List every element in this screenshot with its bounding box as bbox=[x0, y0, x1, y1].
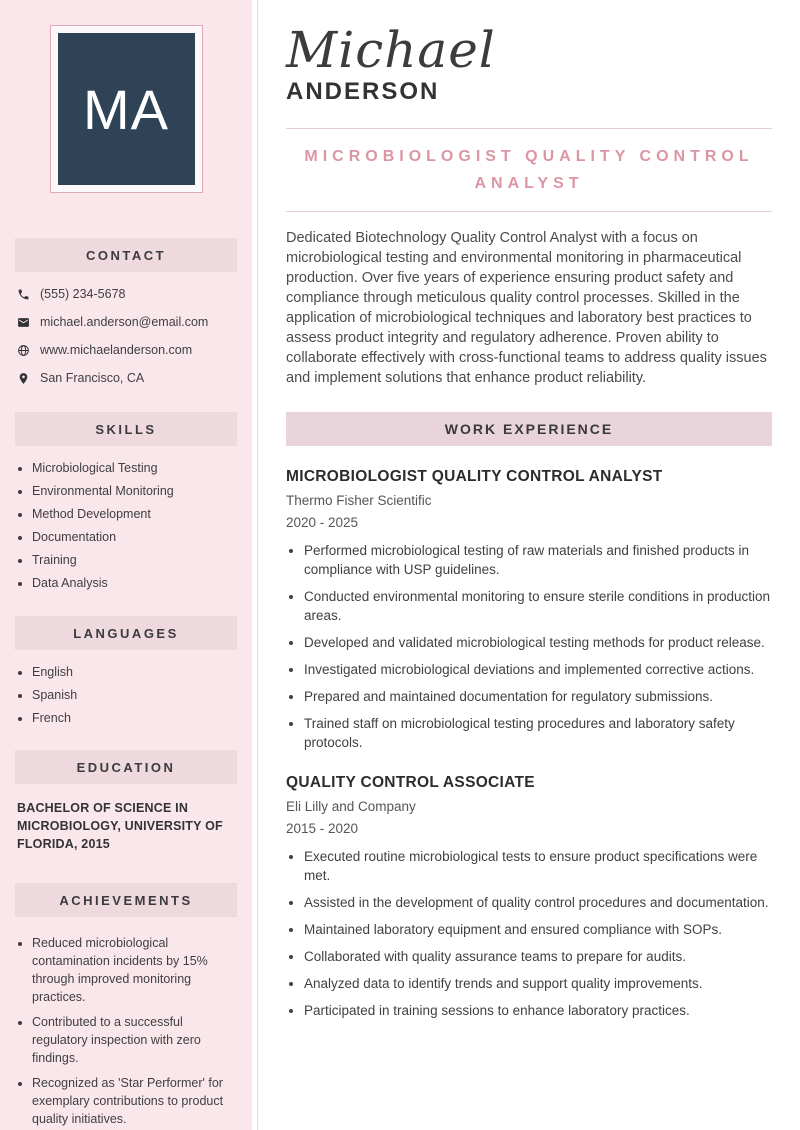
summary-paragraph: Dedicated Biotechnology Quality Control Analyst with a focus on microbiological testing and environmental monitoring in pharmaceutical production. Over five years of experience ensuring product safety and compliance through meticulous quality control processes. Skilled in the application of microbiological techniques and laboratory best practices to assess product integrity and regulatory adherence. Proven ability to collaborate effectively with cross-functional teams to address quality issues and implement solutions that enhance product reliability. bbox=[286, 230, 767, 386]
education-section-header: EDUCATION bbox=[15, 750, 237, 784]
skill-item: • Data Analysis bbox=[32, 577, 240, 590]
first-name: Michael bbox=[286, 21, 496, 79]
job-bullet: • Developed and validated microbiological testing methods for product release. bbox=[304, 633, 772, 652]
education-degree: BACHELOR OF SCIENCE IN MICROBIOLOGY, UNIVERSITY OF FLORIDA, 2015 bbox=[17, 801, 223, 851]
phone-icon bbox=[17, 288, 30, 301]
work-experience-header: WORK EXPERIENCE bbox=[286, 412, 772, 446]
job-bullet: • Collaborated with quality assurance teams to prepare for audits. bbox=[304, 947, 772, 966]
job-dates: 2020 - 2025 bbox=[286, 515, 359, 530]
job-bullet: • Maintained laboratory equipment and ensured compliance with SOPs. bbox=[304, 920, 772, 939]
location-pin-icon bbox=[17, 372, 30, 385]
title-rule-top bbox=[286, 128, 772, 129]
job-entry-2 bbox=[286, 774, 772, 1020]
avatar bbox=[50, 25, 203, 193]
skills-list bbox=[32, 462, 240, 590]
language-item: • French bbox=[32, 712, 240, 725]
role-title: MICROBIOLOGIST QUALITY CONTROL ANALYST bbox=[304, 148, 754, 192]
job-bullet: • Performed microbiological testing of raw materials and finished products in compliance with USP guidelines. bbox=[304, 541, 772, 579]
job-bullet: • Participated in training sessions to enhance laboratory practices. bbox=[304, 1001, 772, 1020]
achievement-item: • Recognized as 'Star Performer' for exemplary contributions to product quality initiatives. bbox=[32, 1074, 238, 1128]
job-bullet: • Prepared and maintained documentation for regulatory submissions. bbox=[304, 687, 772, 706]
contact-phone bbox=[17, 287, 240, 301]
job-title: QUALITY CONTROL ASSOCIATE bbox=[286, 774, 535, 791]
job-bullet-list bbox=[304, 847, 772, 1020]
contact-website-text: www.michaelanderson.com bbox=[40, 343, 193, 357]
skill-item: • Training bbox=[32, 554, 240, 567]
title-rule-bottom bbox=[286, 211, 772, 212]
contact-list bbox=[17, 287, 240, 385]
languages-list bbox=[32, 666, 240, 725]
skills-section-header: SKILLS bbox=[15, 412, 237, 446]
achievement-item: • Reduced microbiological contamination incidents by 15% through improved monitoring practices. bbox=[32, 934, 238, 1006]
job-company: Thermo Fisher Scientific bbox=[286, 493, 432, 508]
contact-phone-text: (555) 234-5678 bbox=[40, 287, 126, 301]
job-bullet: • Conducted environmental monitoring to ensure sterile conditions in production areas. bbox=[304, 587, 772, 625]
language-item: • English bbox=[32, 666, 240, 679]
job-entry-1 bbox=[286, 468, 772, 752]
main-column bbox=[286, 0, 772, 1028]
job-bullet: • Assisted in the development of quality control procedures and documentation. bbox=[304, 893, 772, 912]
contact-email-text: michael.anderson@email.com bbox=[40, 315, 209, 329]
job-bullet: • Trained staff on microbiological testing procedures and laboratory safety protocols. bbox=[304, 714, 772, 752]
languages-section-header: LANGUAGES bbox=[15, 616, 237, 650]
contact-section-header: CONTACT bbox=[15, 238, 237, 272]
skill-item: • Documentation bbox=[32, 531, 240, 544]
avatar-monogram-box bbox=[58, 33, 195, 185]
globe-icon bbox=[17, 344, 30, 357]
sidebar bbox=[0, 0, 252, 1130]
skill-item: • Method Development bbox=[32, 508, 240, 521]
job-title: MICROBIOLOGIST QUALITY CONTROL ANALYST bbox=[286, 468, 663, 485]
language-item: • Spanish bbox=[32, 689, 240, 702]
job-bullet: • Investigated microbiological deviations and implemented corrective actions. bbox=[304, 660, 772, 679]
skill-item: • Environmental Monitoring bbox=[32, 485, 240, 498]
contact-website bbox=[17, 343, 240, 357]
last-name: ANDERSON bbox=[286, 78, 440, 105]
achievement-item: • Contributed to a successful regulatory inspection with zero findings. bbox=[32, 1013, 238, 1067]
column-divider bbox=[257, 0, 258, 1130]
job-bullet: • Analyzed data to identify trends and support quality improvements. bbox=[304, 974, 772, 993]
skill-item: • Microbiological Testing bbox=[32, 462, 240, 475]
achievements-section-header: ACHIEVEMENTS bbox=[15, 883, 237, 917]
contact-location-text: San Francisco, CA bbox=[40, 371, 145, 385]
contact-email bbox=[17, 315, 240, 329]
job-dates: 2015 - 2020 bbox=[286, 821, 359, 836]
contact-location bbox=[17, 371, 240, 385]
achievements-list bbox=[32, 934, 238, 1128]
email-icon bbox=[17, 316, 30, 329]
job-company: Eli Lilly and Company bbox=[286, 799, 416, 814]
job-bullet-list bbox=[304, 541, 772, 752]
job-bullet: • Executed routine microbiological tests to ensure product specifications were met. bbox=[304, 847, 772, 885]
avatar-initials: MA bbox=[83, 77, 169, 141]
